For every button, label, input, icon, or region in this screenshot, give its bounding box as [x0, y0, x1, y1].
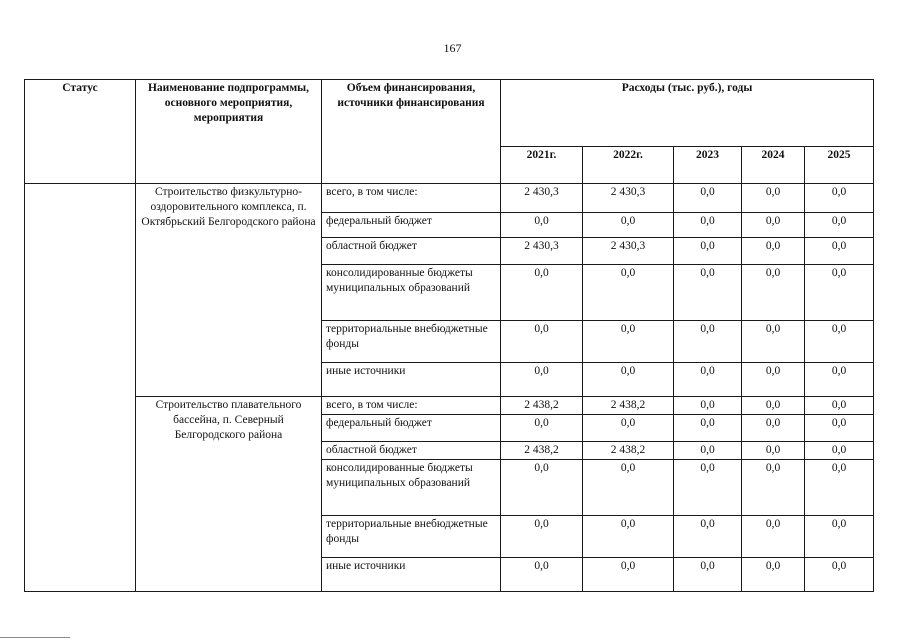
value-2022: 2 430,3: [583, 238, 674, 265]
value-2024: 0,0: [742, 414, 805, 441]
value-2025: 0,0: [805, 459, 874, 515]
header-volume: Объем финансирования, источники финансирования: [322, 80, 501, 184]
value-2024: 0,0: [742, 441, 805, 459]
value-2025: 0,0: [805, 441, 874, 459]
value-2025: 0,0: [805, 321, 874, 363]
financing-table: [24, 79, 874, 592]
value-2023: 0,0: [674, 397, 742, 415]
value-2022: 0,0: [583, 414, 674, 441]
value-2024: 0,0: [742, 459, 805, 515]
value-2021: 0,0: [501, 414, 583, 441]
source-label: территориальные внебюджетные фонды: [322, 515, 501, 557]
value-2024: 0,0: [742, 213, 805, 238]
value-2025: 0,0: [805, 363, 874, 397]
value-2024: 0,0: [742, 515, 805, 557]
source-label: иные источники: [322, 363, 501, 397]
header-status: Статус: [25, 80, 136, 184]
value-2023: 0,0: [674, 363, 742, 397]
value-2024: 0,0: [742, 557, 805, 591]
value-2023: 0,0: [674, 321, 742, 363]
project-name: Строительство физкультурно-оздоровительного комплекса, п. Октябрьский Белгородского района: [136, 184, 322, 397]
value-2021: 0,0: [501, 557, 583, 591]
value-2023: 0,0: [674, 441, 742, 459]
source-label: областной бюджет: [322, 238, 501, 265]
value-2023: 0,0: [674, 184, 742, 213]
value-2022: 2 430,3: [583, 184, 674, 213]
source-label: консолидированные бюджеты муниципальных образований: [322, 265, 501, 321]
project-name: Строительство плавательного бассейна, п. Северный Белгородского района: [136, 397, 322, 592]
value-2024: 0,0: [742, 321, 805, 363]
value-2023: 0,0: [674, 265, 742, 321]
value-2023: 0,0: [674, 213, 742, 238]
value-2021: 2 438,2: [501, 441, 583, 459]
value-2025: 0,0: [805, 557, 874, 591]
value-2022: 0,0: [583, 321, 674, 363]
table-row: [25, 397, 874, 415]
scan-edge-mark: [0, 637, 70, 638]
value-2021: 2 438,2: [501, 397, 583, 415]
header-year-2022: 2022г.: [583, 147, 674, 184]
header-year-2025: 2025: [805, 147, 874, 184]
value-2022: 0,0: [583, 459, 674, 515]
header-name: Наименование подпрограммы, основного мероприятия, мероприятия: [136, 80, 322, 184]
value-2021: 0,0: [501, 515, 583, 557]
value-2024: 0,0: [742, 397, 805, 415]
value-2025: 0,0: [805, 265, 874, 321]
source-label: федеральный бюджет: [322, 213, 501, 238]
source-label: консолидированные бюджеты муниципальных образований: [322, 459, 501, 515]
value-2025: 0,0: [805, 515, 874, 557]
value-2021: 0,0: [501, 363, 583, 397]
source-label: федеральный бюджет: [322, 414, 501, 441]
value-2021: 0,0: [501, 321, 583, 363]
table-row: [25, 184, 874, 213]
source-label: иные источники: [322, 557, 501, 591]
value-2022: 0,0: [583, 213, 674, 238]
value-2022: 2 438,2: [583, 397, 674, 415]
header-year-2021: 2021г.: [501, 147, 583, 184]
value-2023: 0,0: [674, 459, 742, 515]
value-2023: 0,0: [674, 414, 742, 441]
value-2025: 0,0: [805, 397, 874, 415]
header-expenses: Расходы (тыс. руб.), годы: [501, 80, 874, 147]
value-2022: 0,0: [583, 557, 674, 591]
source-label: всего, в том числе:: [322, 397, 501, 415]
value-2025: 0,0: [805, 414, 874, 441]
value-2022: 0,0: [583, 363, 674, 397]
source-label: областной бюджет: [322, 441, 501, 459]
value-2024: 0,0: [742, 363, 805, 397]
value-2023: 0,0: [674, 515, 742, 557]
source-label: всего, в том числе:: [322, 184, 501, 213]
header-year-2023: 2023: [674, 147, 742, 184]
status-cell: [25, 184, 136, 592]
value-2023: 0,0: [674, 557, 742, 591]
value-2024: 0,0: [742, 238, 805, 265]
value-2024: 0,0: [742, 265, 805, 321]
value-2021: 2 430,3: [501, 184, 583, 213]
page-number: 167: [443, 41, 462, 55]
value-2025: 0,0: [805, 238, 874, 265]
value-2022: 0,0: [583, 265, 674, 321]
value-2023: 0,0: [674, 238, 742, 265]
value-2021: 0,0: [501, 459, 583, 515]
value-2021: 0,0: [501, 213, 583, 238]
value-2021: 2 430,3: [501, 238, 583, 265]
value-2022: 2 438,2: [583, 441, 674, 459]
value-2021: 0,0: [501, 265, 583, 321]
value-2024: 0,0: [742, 184, 805, 213]
value-2025: 0,0: [805, 184, 874, 213]
source-label: территориальные внебюджетные фонды: [322, 321, 501, 363]
header-year-2024: 2024: [742, 147, 805, 184]
value-2022: 0,0: [583, 515, 674, 557]
value-2025: 0,0: [805, 213, 874, 238]
